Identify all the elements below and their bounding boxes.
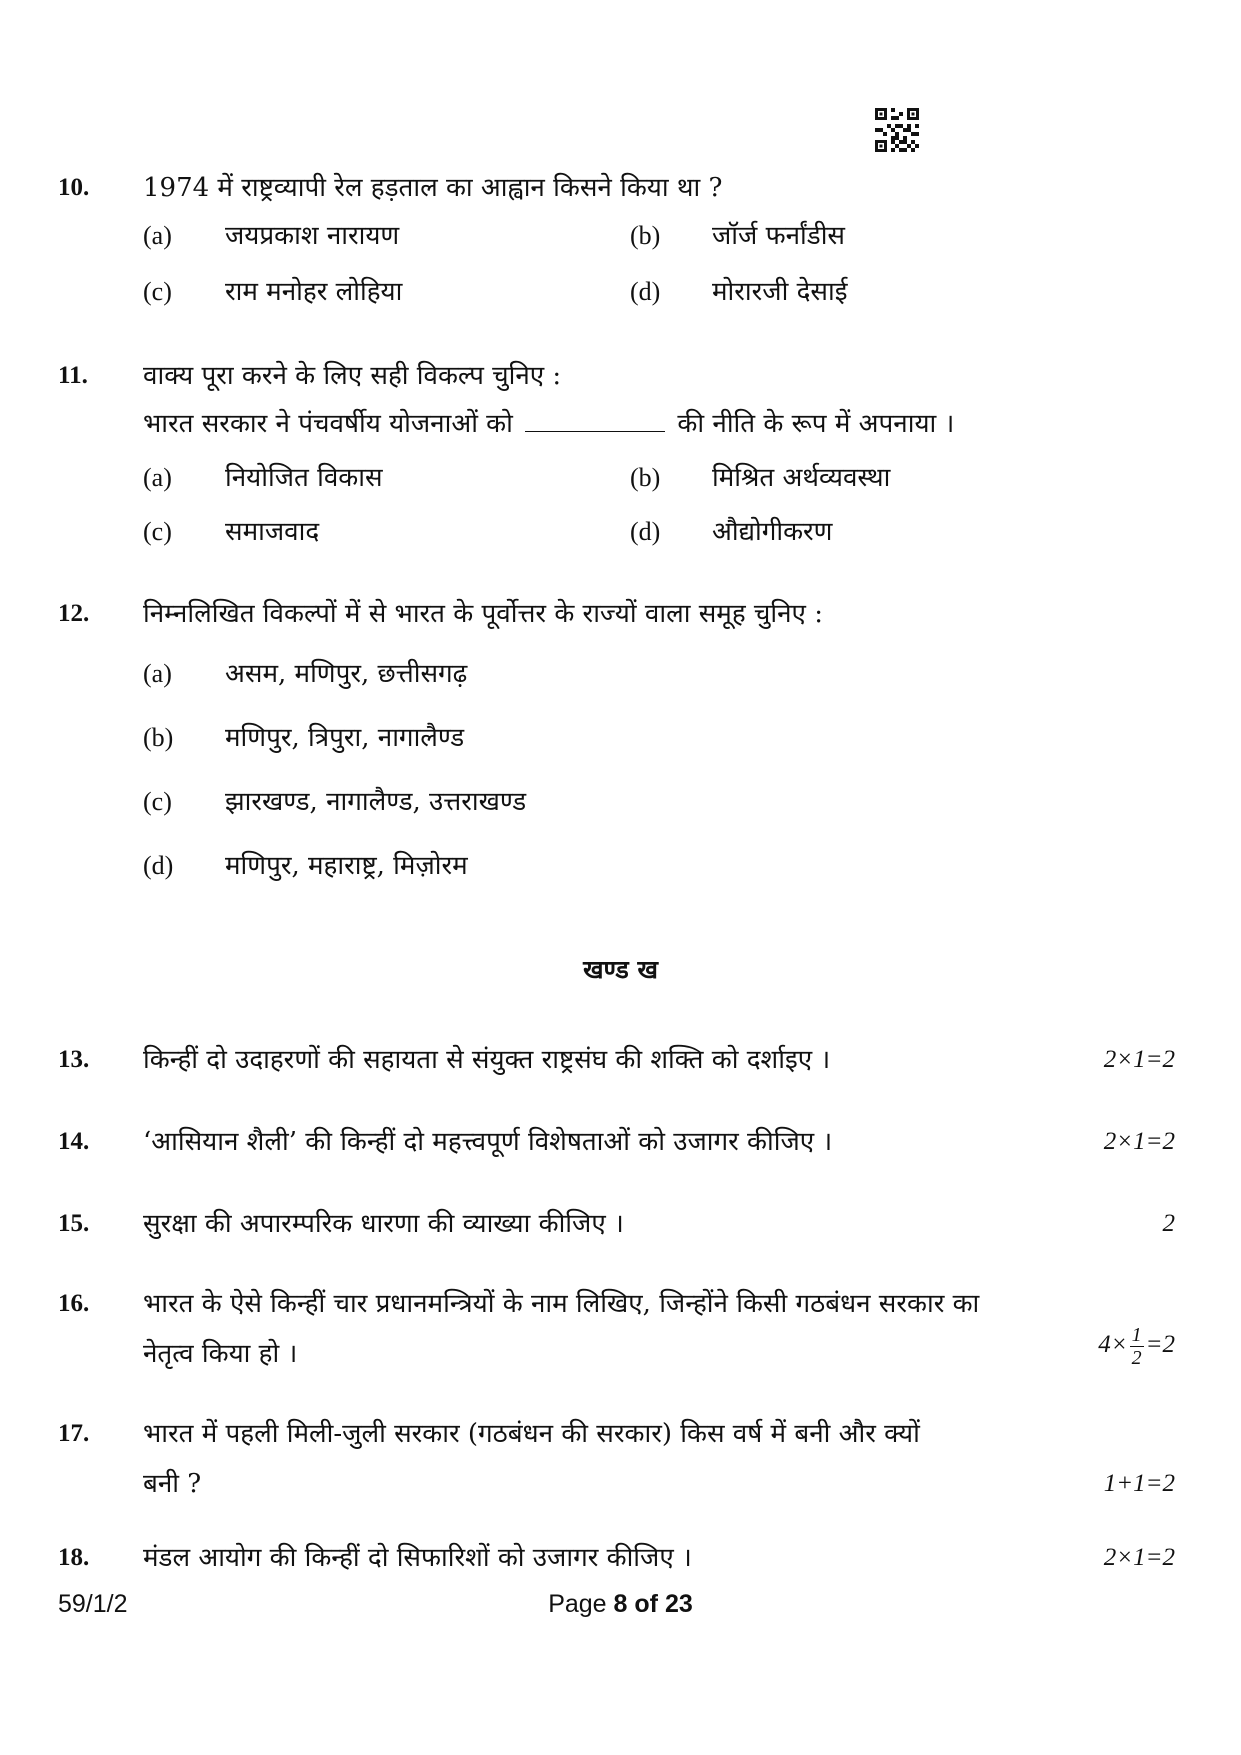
option-text: मणिपुर, त्रिपुरा, नागालैण्ड xyxy=(225,723,465,753)
option-label: (b) xyxy=(143,723,174,752)
page-current: 8 xyxy=(613,1590,628,1618)
option-label: (d) xyxy=(143,851,174,880)
marks-prefix: 4× xyxy=(1098,1331,1128,1359)
question-text: वाक्य पूरा करने के लिए सही विकल्प चुनिए : xyxy=(143,361,562,391)
question-text: मंडल आयोग की किन्हीं दो सिफारिशों को उजागर कीजिए । xyxy=(143,1543,692,1573)
section-heading: खण्ड ख xyxy=(583,955,658,984)
option-text: नियोजित विकास xyxy=(225,463,383,493)
option-label: (a) xyxy=(143,463,172,492)
option-text: समाजवाद xyxy=(225,517,320,547)
option-text: मणिपुर, महाराष्ट्र, मिज़ोरम xyxy=(225,851,468,881)
page-indicator xyxy=(0,1590,1241,1619)
question-text-line-2: बनी ? xyxy=(143,1469,202,1499)
question-text: किन्हीं दो उदाहरणों की सहायता से संयुक्त राष्ट्रसंघ की शक्ति को दर्शाइए । xyxy=(143,1045,831,1075)
question-number: 14. xyxy=(58,1128,90,1155)
marks: 2×1=2 xyxy=(1103,1544,1175,1571)
marks: 1+1=2 xyxy=(1103,1470,1175,1497)
answer-blank xyxy=(525,405,665,432)
question-18 xyxy=(58,1538,1175,1578)
question-14 xyxy=(58,1122,1175,1162)
option-label: (b) xyxy=(630,221,661,250)
option-label: (a) xyxy=(143,659,172,688)
question-text-line-1: भारत में पहली मिली-जुली सरकार (गठबंधन की सरकार) किस वर्ष में बनी और क्यों xyxy=(143,1419,920,1449)
qr-code-icon xyxy=(875,108,919,152)
question-text: सुरक्षा की अपारम्परिक धारणा की व्याख्या कीजिए । xyxy=(143,1209,624,1239)
option-label: (a) xyxy=(143,221,172,250)
option-text: असम, मणिपुर, छत्तीसगढ़ xyxy=(225,659,468,689)
option-text: राम मनोहर लोहिया xyxy=(225,277,403,307)
option-label: (d) xyxy=(630,517,661,546)
question-number: 18. xyxy=(58,1544,90,1571)
option-text: मोरारजी देसाई xyxy=(712,277,848,307)
question-17 xyxy=(58,1414,1175,1504)
question-number: 17. xyxy=(58,1420,90,1447)
option-label: (c) xyxy=(143,517,172,546)
page-of: of xyxy=(634,1590,659,1618)
fraction xyxy=(1130,1324,1144,1369)
question-12 xyxy=(58,594,1175,634)
question-13 xyxy=(58,1040,1175,1080)
paper-code: 59/1/2 xyxy=(58,1590,128,1618)
question-10 xyxy=(58,168,1175,208)
marks-suffix: =2 xyxy=(1145,1331,1175,1359)
question-text-line-2: नेतृत्व किया हो । xyxy=(143,1339,298,1369)
option-label: (c) xyxy=(143,277,172,306)
fraction-numerator: 1 xyxy=(1131,1324,1142,1346)
question-number: 13. xyxy=(58,1046,90,1073)
question-text: ‘आसियान शैली’ की किन्हीं दो महत्त्वपूर्ण विशेषताओं को उजागर कीजिए । xyxy=(143,1127,833,1157)
option-text: औद्योगीकरण xyxy=(712,517,833,547)
question-number: 15. xyxy=(58,1210,90,1237)
question-text: निम्नलिखित विकल्पों में से भारत के पूर्वोत्तर के राज्यों वाला समूह चुनिए : xyxy=(143,599,823,629)
question-number: 12. xyxy=(58,600,90,627)
option-text: मिश्रित अर्थव्यवस्था xyxy=(712,463,891,493)
marks xyxy=(1098,1324,1175,1369)
marks: 2×1=2 xyxy=(1103,1046,1175,1073)
option-label: (d) xyxy=(630,277,661,306)
sentence-start: भारत सरकार ने पंचवर्षीय योजनाओं को xyxy=(143,409,513,439)
option-label: (b) xyxy=(630,463,661,492)
question-number: 16. xyxy=(58,1290,90,1317)
option-label: (c) xyxy=(143,787,172,816)
question-text-line-1: भारत के ऐसे किन्हीं चार प्रधानमन्त्रियों के नाम लिखिए, जिन्होंने किसी गठबंधन सरकार का xyxy=(143,1289,980,1319)
page-prefix: Page xyxy=(548,1590,607,1618)
fraction-denominator: 2 xyxy=(1131,1347,1142,1369)
option-text: जयप्रकाश नारायण xyxy=(225,221,400,251)
question-15 xyxy=(58,1204,1175,1244)
question-number: 10. xyxy=(58,174,90,201)
option-text: झारखण्ड, नागालैण्ड, उत्तराखण्ड xyxy=(225,787,527,817)
question-text: 1974 में राष्ट्रव्यापी रेल हड़ताल का आह्वान किसने किया था ? xyxy=(143,173,723,203)
fill-in-sentence xyxy=(143,404,1175,444)
question-16 xyxy=(58,1284,1175,1394)
sentence-end: की नीति के रूप में अपनाया । xyxy=(677,409,955,439)
marks: 2×1=2 xyxy=(1103,1128,1175,1155)
option-text: जॉर्ज फर्नांडीस xyxy=(712,221,846,251)
page-total: 23 xyxy=(664,1590,693,1618)
question-number: 11. xyxy=(58,362,88,389)
question-11 xyxy=(58,356,1175,446)
marks: 2 xyxy=(1162,1210,1175,1237)
